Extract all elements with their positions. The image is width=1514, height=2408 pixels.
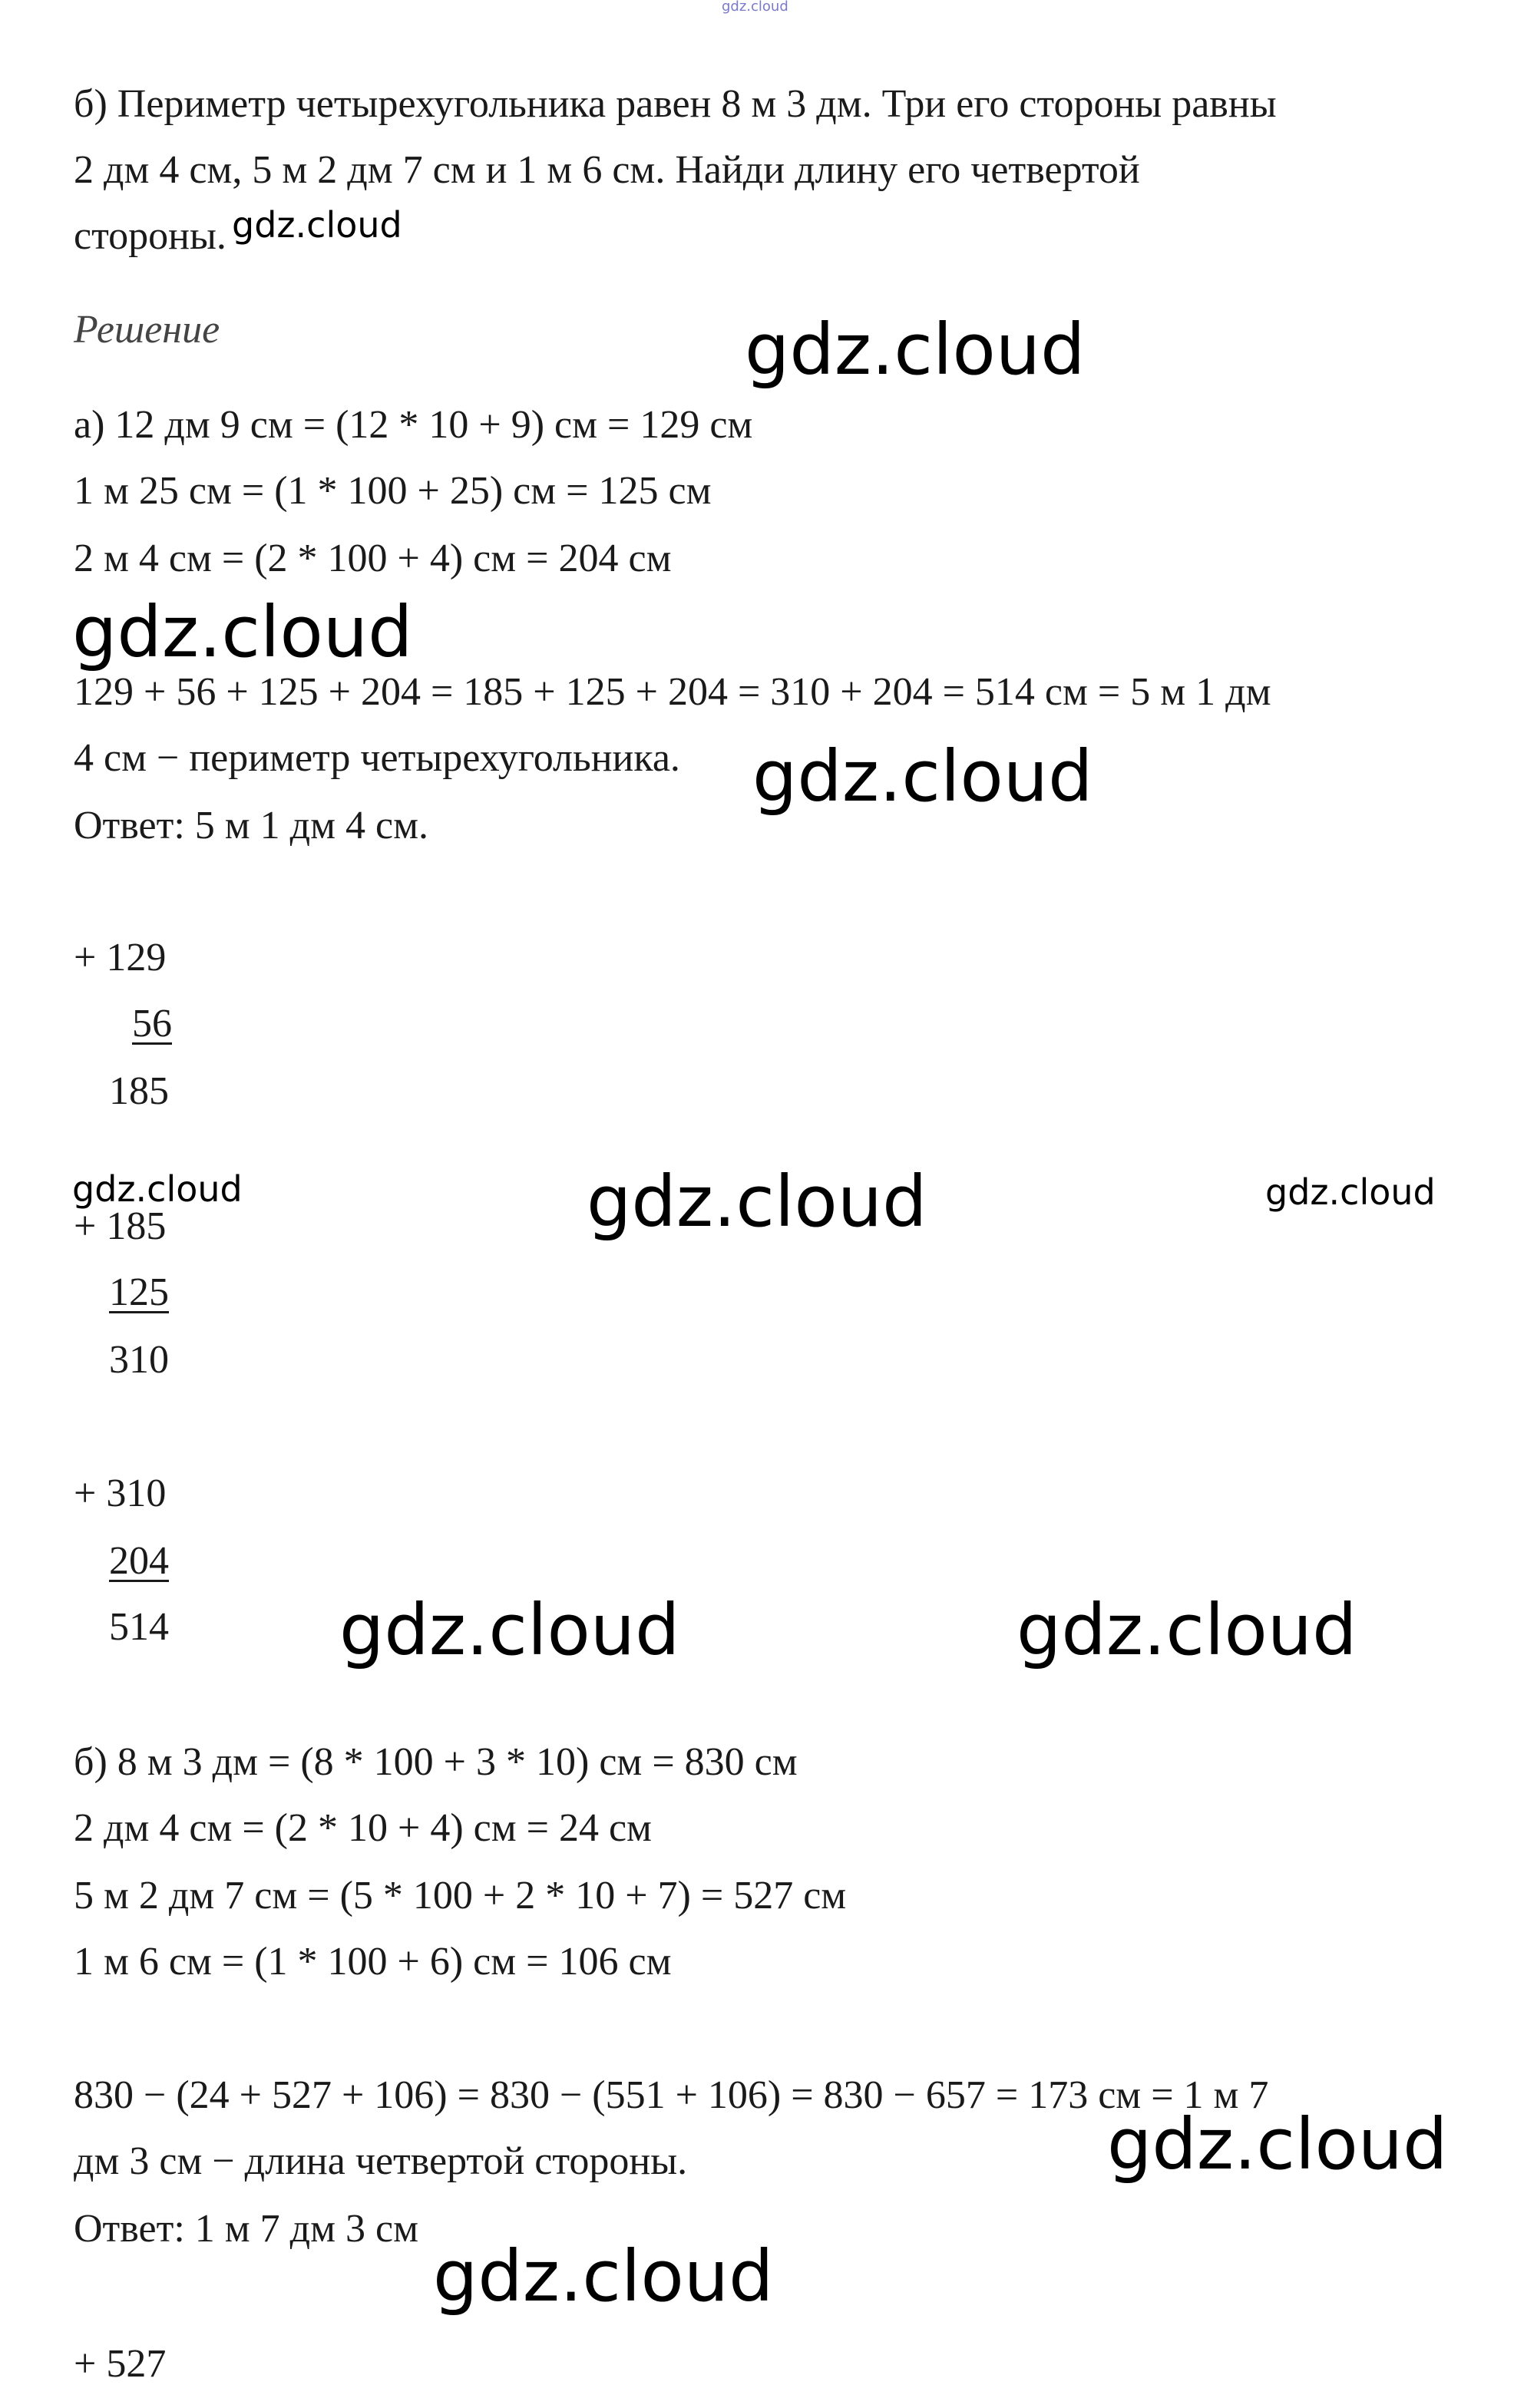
column-3-result: 514 bbox=[109, 1605, 169, 1649]
part-b-conversion-2: 2 дм 4 см = (2 * 10 + 4) см = 24 см bbox=[74, 1806, 652, 1850]
task-b-line-3: стороны. bbox=[74, 214, 226, 258]
watermark: gdz.cloud bbox=[1107, 2103, 1448, 2185]
watermark: gdz.cloud bbox=[587, 1161, 927, 1243]
part-a-sum-line-2: 4 см − периметр четырехугольника. bbox=[74, 736, 680, 780]
part-a-sum-line-1: 129 + 56 + 125 + 204 = 185 + 125 + 204 = 310 + 204 = 514 см = 5 м 1 дм bbox=[74, 670, 1271, 714]
part-b-calc-line-1: 830 − (24 + 527 + 106) = 830 − (551 + 106) = 830 − 657 = 173 см = 1 м 7 bbox=[74, 2073, 1269, 2117]
task-b-line-2: 2 дм 4 см, 5 м 2 дм 7 см и 1 м 6 см. Найди длину его четвертой bbox=[74, 148, 1140, 192]
task-b-line-1: б) Периметр четырехугольника равен 8 м 3 дм. Три его стороны равны bbox=[74, 82, 1277, 126]
column-3-addend: 204 bbox=[109, 1539, 169, 1583]
watermark: gdz.cloud bbox=[752, 735, 1093, 818]
watermark: gdz.cloud bbox=[72, 1168, 243, 1210]
part-b-conversion-4: 1 м 6 см = (1 * 100 + 6) см = 106 см bbox=[74, 1940, 672, 1984]
column-2-result: 310 bbox=[109, 1338, 169, 1382]
part-b-conversion-3: 5 м 2 дм 7 см = (5 * 100 + 2 * 10 + 7) = 527 см bbox=[74, 1874, 847, 1917]
watermark: gdz.cloud bbox=[72, 591, 413, 673]
watermark: gdz.cloud bbox=[232, 204, 402, 246]
watermark: gdz.cloud bbox=[433, 2235, 774, 2317]
solution-heading: Решение bbox=[74, 308, 220, 352]
column-1-addend: 56 bbox=[132, 1002, 172, 1045]
part-a-conversion-2: 1 м 25 см = (1 * 100 + 25) см = 125 см bbox=[74, 469, 712, 513]
column-3-top: + 310 bbox=[74, 1472, 167, 1515]
part-a-conversion-3: 2 м 4 см = (2 * 100 + 4) см = 204 см bbox=[74, 537, 672, 580]
watermark-tiny: gdz.cloud bbox=[722, 0, 788, 15]
part-a-answer: Ответ: 5 м 1 дм 4 см. bbox=[74, 804, 429, 847]
column-1-top: + 129 bbox=[74, 936, 167, 979]
part-a-conversion-1: а) 12 дм 9 см = (12 * 10 + 9) см = 129 см bbox=[74, 403, 753, 447]
watermark: gdz.cloud bbox=[1265, 1171, 1436, 1213]
watermark: gdz.cloud bbox=[339, 1589, 680, 1671]
column-1-result: 185 bbox=[109, 1069, 169, 1113]
part-b-conversion-1: б) 8 м 3 дм = (8 * 100 + 3 * 10) см = 830 см bbox=[74, 1740, 798, 1784]
column-2-top: + 185 bbox=[74, 1204, 167, 1248]
part-b-column-top: + 527 bbox=[74, 2342, 167, 2386]
watermark: gdz.cloud bbox=[1016, 1589, 1357, 1671]
part-b-calc-line-2: дм 3 см − длина четвертой стороны. bbox=[74, 2139, 688, 2183]
column-2-addend: 125 bbox=[109, 1270, 169, 1314]
part-b-answer: Ответ: 1 м 7 дм 3 см bbox=[74, 2207, 419, 2251]
watermark: gdz.cloud bbox=[745, 309, 1086, 391]
